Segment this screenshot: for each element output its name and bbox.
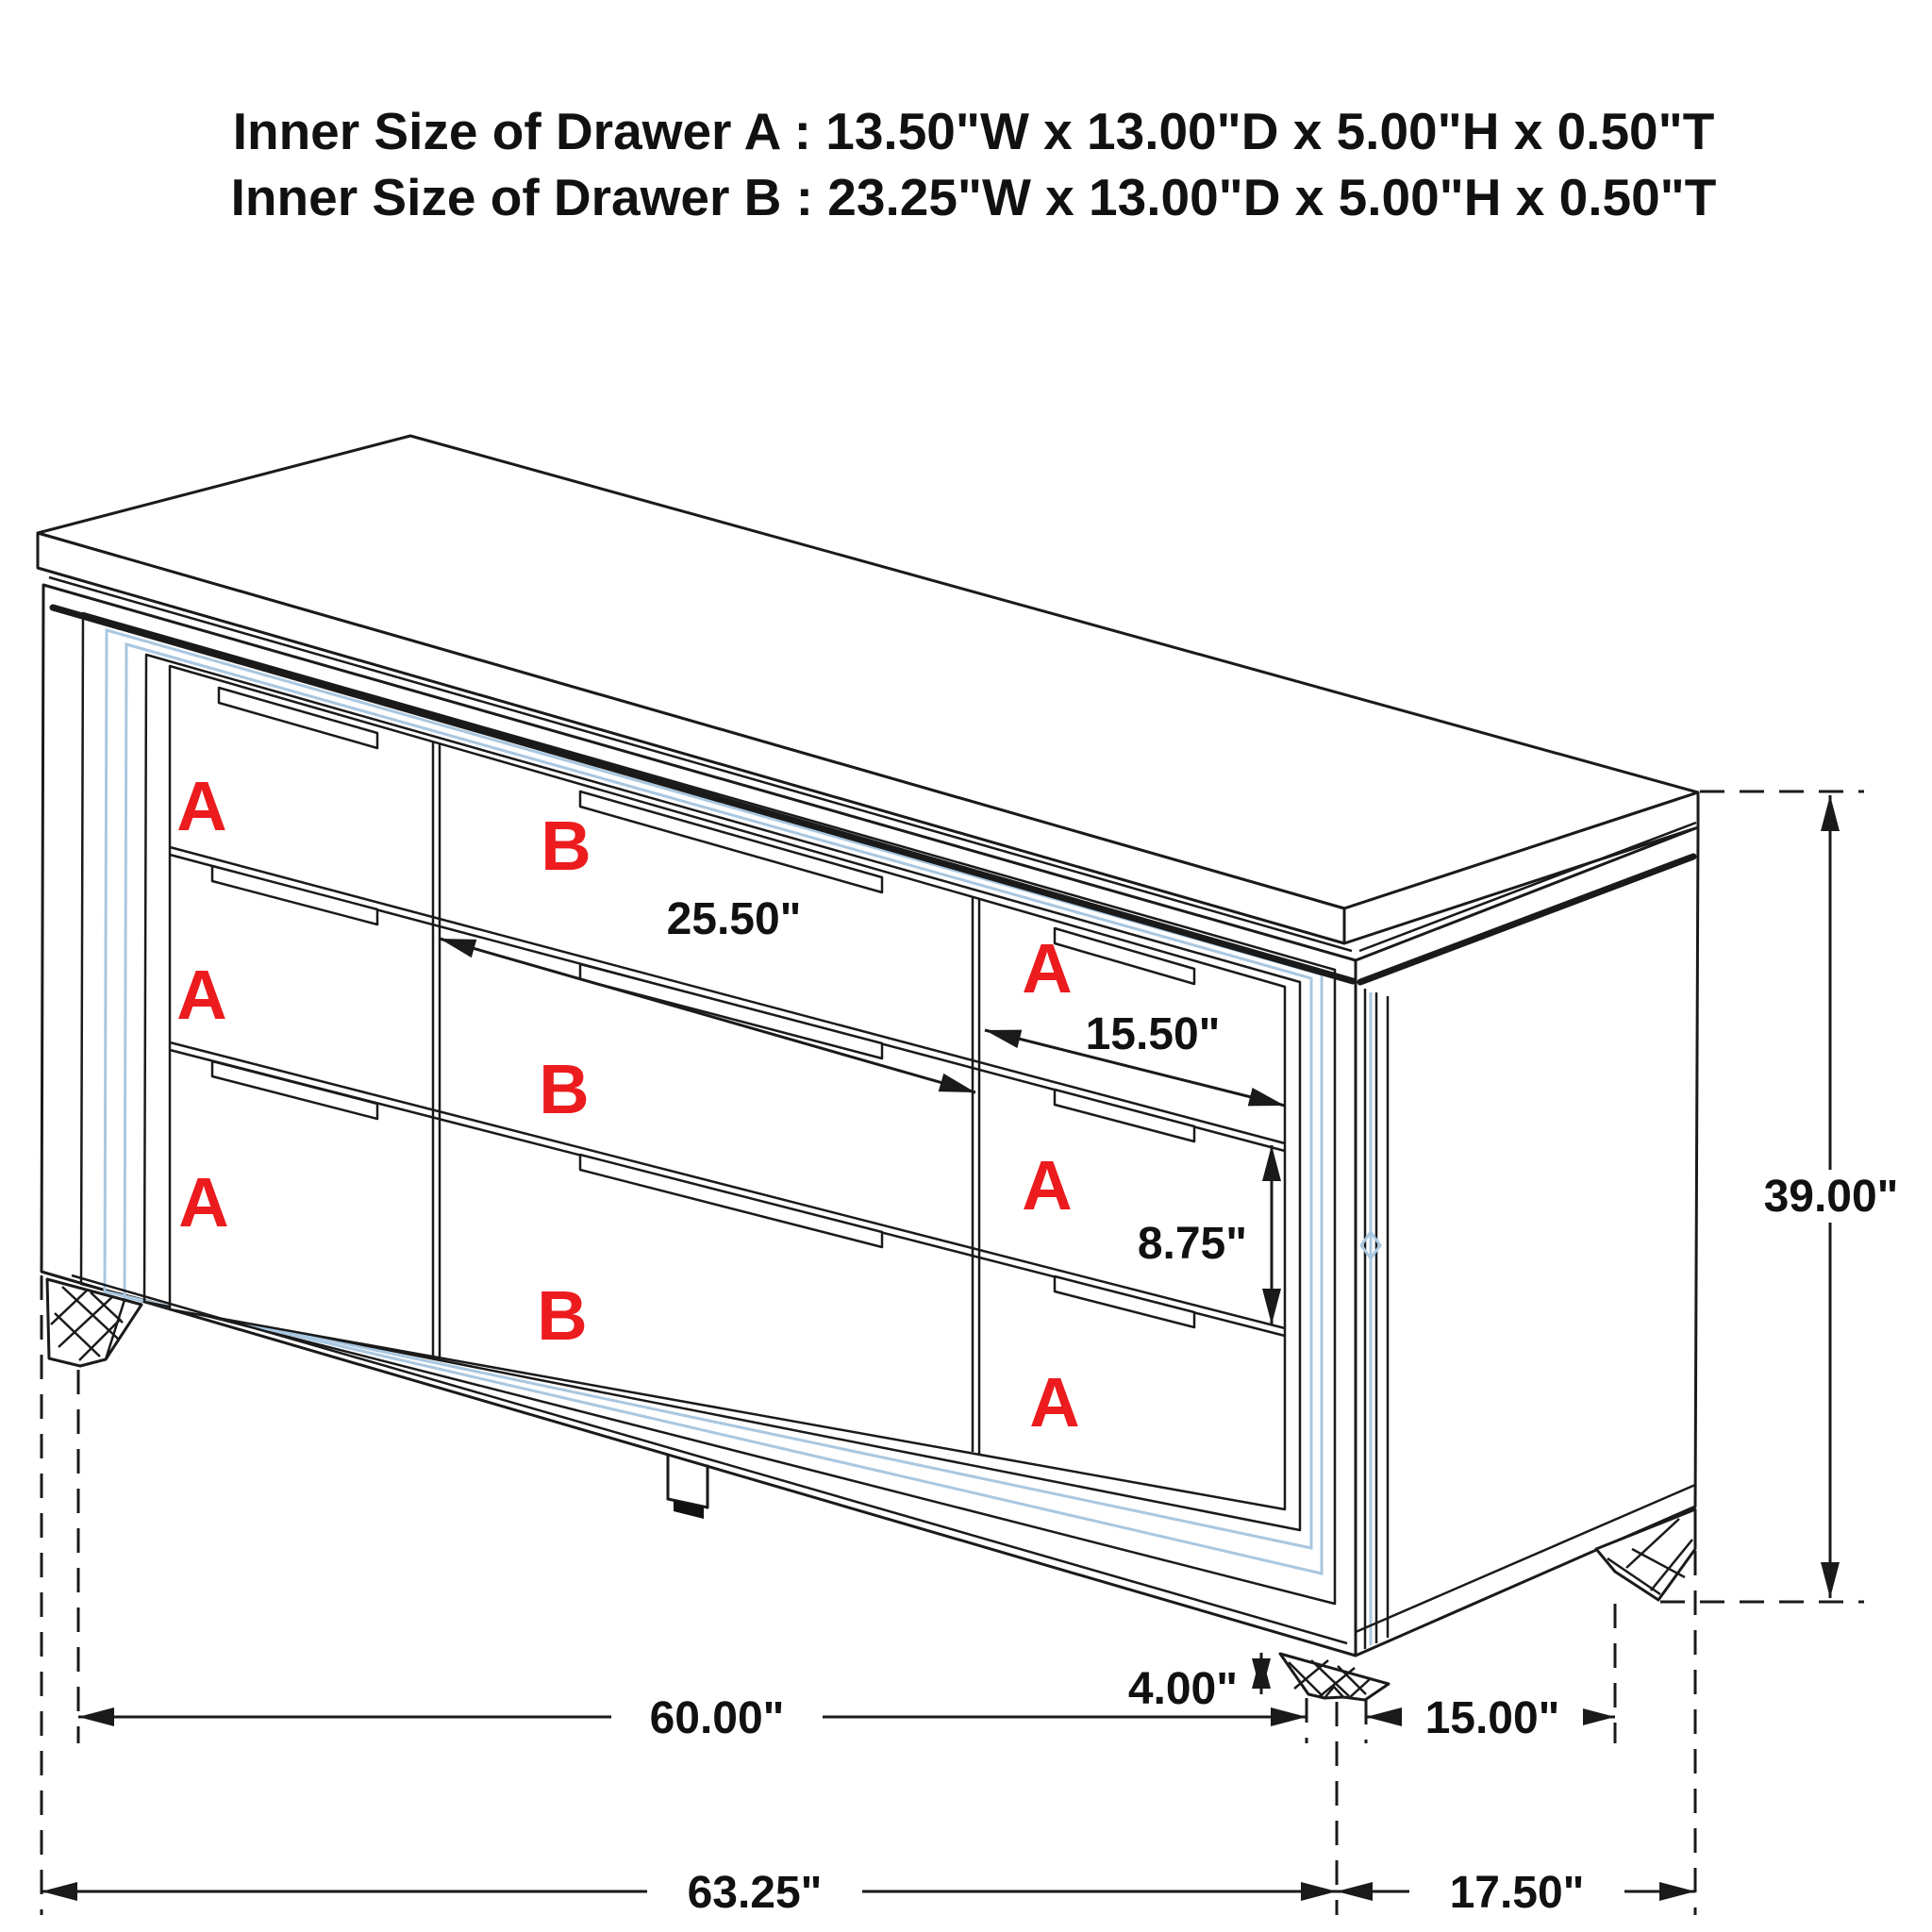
dim-drawer-height: 8.75" bbox=[1137, 1219, 1247, 1269]
dim-overall-height: 39.00" bbox=[1763, 1172, 1899, 1222]
label-drawer-a: A bbox=[176, 956, 227, 1034]
label-drawer-a: A bbox=[1029, 1363, 1080, 1441]
label-drawer-b: B bbox=[541, 807, 591, 885]
dim-overall-depth: 17.50" bbox=[1449, 1868, 1585, 1918]
title-block bbox=[231, 102, 1717, 226]
dim-leg-height: 4.00" bbox=[1127, 1664, 1238, 1714]
dim-drawer-b-width: 25.50" bbox=[666, 894, 802, 944]
title-line-1: Inner Size of Drawer A : 13.50"W x 13.00"D x 5.00"H x 0.50"T bbox=[232, 102, 1715, 160]
label-drawer-b: B bbox=[537, 1276, 588, 1355]
label-drawer-a: A bbox=[178, 1163, 229, 1241]
label-drawer-a: A bbox=[176, 767, 227, 845]
dim-side-depth: 15.00" bbox=[1424, 1693, 1560, 1743]
front-right-leg bbox=[1280, 1654, 1389, 1700]
dim-overall-width: 63.25" bbox=[687, 1868, 823, 1918]
title-line-2: Inner Size of Drawer B : 23.25"W x 13.00"D x 5.00"H x 0.50"T bbox=[230, 168, 1717, 226]
label-drawer-a: A bbox=[1022, 1146, 1073, 1224]
label-drawer-b: B bbox=[539, 1050, 590, 1128]
dim-drawer-a-width: 15.50" bbox=[1085, 1009, 1221, 1059]
dim-front-width: 60.00" bbox=[649, 1693, 785, 1743]
label-drawer-a: A bbox=[1022, 929, 1073, 1008]
dresser-drawing bbox=[38, 436, 1698, 1700]
